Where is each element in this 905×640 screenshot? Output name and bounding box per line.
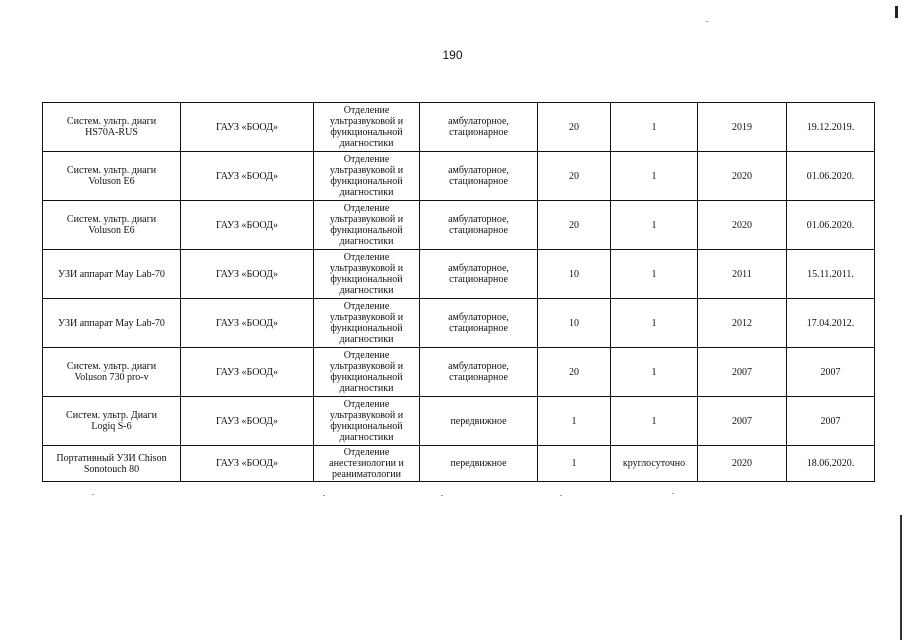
scan-artifact	[706, 21, 708, 22]
cell-line: стационарное	[449, 225, 508, 236]
cell-line: диагностики	[339, 236, 394, 247]
cell-line: Logiq S-6	[91, 421, 132, 432]
table-row	[43, 446, 875, 482]
cell-line: передвижное	[450, 415, 507, 427]
cell-line: функциональной	[330, 225, 403, 236]
scan-artifact	[441, 495, 443, 496]
cell-line: Систем. ультр. диаги	[66, 116, 157, 127]
shift-cell: 1	[611, 348, 698, 397]
scan-artifact	[560, 495, 562, 496]
organization-cell: ГАУЗ «БООД»	[181, 397, 314, 446]
usage-mode-cell	[420, 348, 538, 397]
cell-line: HS70A-RUS	[85, 127, 138, 138]
cell-line: амбулаторное,	[448, 116, 509, 127]
cell-line: стационарное	[449, 127, 508, 138]
cell-line: диагностики	[339, 138, 394, 149]
cell-line: ультразвуковой и	[329, 263, 404, 274]
cell-line: стационарное	[449, 372, 508, 383]
shift-cell: 1	[611, 152, 698, 201]
cell-line: функциональной	[330, 127, 403, 138]
cell-line: Отделение	[343, 105, 390, 116]
commission-date-cell: 2007	[787, 348, 875, 397]
table-row	[43, 103, 875, 152]
cell-line: функциональной	[330, 323, 403, 334]
cell-line: Отделение	[343, 350, 390, 361]
usage-mode-cell	[420, 250, 538, 299]
cell-line: диагностики	[339, 334, 394, 345]
table-row	[43, 348, 875, 397]
cell-line: Систем. ультр. Диаги	[66, 410, 157, 421]
shift-cell: 1	[611, 299, 698, 348]
cell-line: ультразвуковой и	[329, 410, 404, 421]
shift-cell: 1	[611, 103, 698, 152]
usage-mode-cell	[420, 397, 538, 446]
table-body	[43, 103, 875, 482]
cell-line: диагностики	[339, 432, 394, 443]
table-row	[43, 152, 875, 201]
cell-line: амбулаторное,	[448, 214, 509, 225]
page-number: 190	[442, 48, 463, 62]
organization-cell: ГАУЗ «БООД»	[181, 152, 314, 201]
department-cell	[314, 397, 420, 446]
department-cell	[314, 348, 420, 397]
cell-line: диагностики	[339, 285, 394, 296]
quantity-cell: 20	[538, 348, 611, 397]
department-cell	[314, 446, 420, 482]
cell-line: амбулаторное,	[448, 165, 509, 176]
organization-cell: ГАУЗ «БООД»	[181, 250, 314, 299]
organization-cell: ГАУЗ «БООД»	[181, 446, 314, 482]
shift-cell: 1	[611, 201, 698, 250]
cell-line: амбулаторное,	[448, 312, 509, 323]
year-cell: 2020	[698, 152, 787, 201]
cell-line: Систем. ультр. диаги	[66, 165, 157, 176]
equipment-name-cell	[43, 348, 181, 397]
cell-line: Отделение	[343, 252, 390, 263]
scan-artifact	[92, 494, 94, 495]
quantity-cell: 10	[538, 250, 611, 299]
cell-line: ультразвуковой и	[329, 116, 404, 127]
equipment-name-cell	[43, 201, 181, 250]
organization-cell: ГАУЗ «БООД»	[181, 348, 314, 397]
commission-date-cell: 01.06.2020.	[787, 201, 875, 250]
cell-line: Voluson 730 pro-v	[74, 372, 149, 383]
cell-line: реаниматологии	[331, 469, 402, 480]
equipment-name-cell	[43, 250, 181, 299]
cell-line: стационарное	[449, 176, 508, 187]
cell-line: стационарное	[449, 323, 508, 334]
quantity-cell: 20	[538, 152, 611, 201]
equipment-name-cell	[43, 152, 181, 201]
equipment-name-cell	[43, 397, 181, 446]
cell-line: функциональной	[330, 176, 403, 187]
quantity-cell: 1	[538, 397, 611, 446]
cell-line: амбулаторное,	[448, 361, 509, 372]
table-row	[43, 250, 875, 299]
cell-line: ультразвуковой и	[329, 312, 404, 323]
cell-line: амбулаторное,	[448, 263, 509, 274]
cell-line: Систем. ультр. диаги	[66, 214, 157, 225]
commission-date-cell: 2007	[787, 397, 875, 446]
department-cell	[314, 103, 420, 152]
usage-mode-cell	[420, 201, 538, 250]
cell-line: Voluson E6	[88, 176, 135, 187]
commission-date-cell: 15.11.2011.	[787, 250, 875, 299]
cell-line: УЗИ аппарат May Lab-70	[58, 317, 165, 329]
cell-line: Отделение	[343, 399, 390, 410]
cell-line: Отделение	[343, 154, 390, 165]
year-cell: 2007	[698, 348, 787, 397]
year-cell: 2019	[698, 103, 787, 152]
cell-line: Отделение	[343, 203, 390, 214]
organization-cell: ГАУЗ «БООД»	[181, 299, 314, 348]
equipment-name-cell	[43, 299, 181, 348]
shift-cell: 1	[611, 250, 698, 299]
scan-edge-mark	[895, 6, 898, 18]
equipment-name-cell	[43, 103, 181, 152]
quantity-cell: 10	[538, 299, 611, 348]
table-row	[43, 299, 875, 348]
equipment-table	[42, 102, 875, 482]
department-cell	[314, 152, 420, 201]
department-cell	[314, 250, 420, 299]
cell-line: анестезиологии и	[329, 458, 404, 469]
usage-mode-cell	[420, 152, 538, 201]
cell-line: Портативный УЗИ Chison	[56, 452, 167, 464]
table-row	[43, 201, 875, 250]
scan-edge-line	[900, 515, 902, 640]
department-cell	[314, 299, 420, 348]
commission-date-cell: 17.04.2012.	[787, 299, 875, 348]
year-cell: 2020	[698, 446, 787, 482]
shift-cell: круглосуточно	[611, 446, 698, 482]
cell-line: Систем. ультр. диаги	[66, 361, 157, 372]
cell-line: Voluson E6	[88, 225, 135, 236]
cell-line: передвижное	[450, 458, 507, 469]
equipment-name-cell	[43, 446, 181, 482]
usage-mode-cell	[420, 103, 538, 152]
commission-date-cell: 19.12.2019.	[787, 103, 875, 152]
cell-line: функциональной	[330, 421, 403, 432]
department-cell	[314, 201, 420, 250]
organization-cell: ГАУЗ «БООД»	[181, 201, 314, 250]
usage-mode-cell	[420, 299, 538, 348]
cell-line: УЗИ аппарат May Lab-70	[58, 268, 165, 280]
year-cell: 2020	[698, 201, 787, 250]
quantity-cell: 1	[538, 446, 611, 482]
cell-line: ультразвуковой и	[329, 361, 404, 372]
quantity-cell: 20	[538, 201, 611, 250]
cell-line: функциональной	[330, 372, 403, 383]
usage-mode-cell	[420, 446, 538, 482]
year-cell: 2007	[698, 397, 787, 446]
quantity-cell: 20	[538, 103, 611, 152]
cell-line: функциональной	[330, 274, 403, 285]
commission-date-cell: 01.06.2020.	[787, 152, 875, 201]
cell-line: стационарное	[449, 274, 508, 285]
cell-line: Sonotouch 80	[83, 463, 140, 475]
year-cell: 2012	[698, 299, 787, 348]
table-row	[43, 397, 875, 446]
commission-date-cell: 18.06.2020.	[787, 446, 875, 482]
cell-line: диагностики	[339, 187, 394, 198]
shift-cell: 1	[611, 397, 698, 446]
organization-cell: ГАУЗ «БООД»	[181, 103, 314, 152]
cell-line: Отделение	[343, 447, 390, 458]
year-cell: 2011	[698, 250, 787, 299]
cell-line: ультразвуковой и	[329, 214, 404, 225]
scan-artifact	[323, 495, 325, 496]
cell-line: ультразвуковой и	[329, 165, 404, 176]
cell-line: диагностики	[339, 383, 394, 394]
cell-line: Отделение	[343, 301, 390, 312]
scan-artifact	[672, 493, 674, 494]
